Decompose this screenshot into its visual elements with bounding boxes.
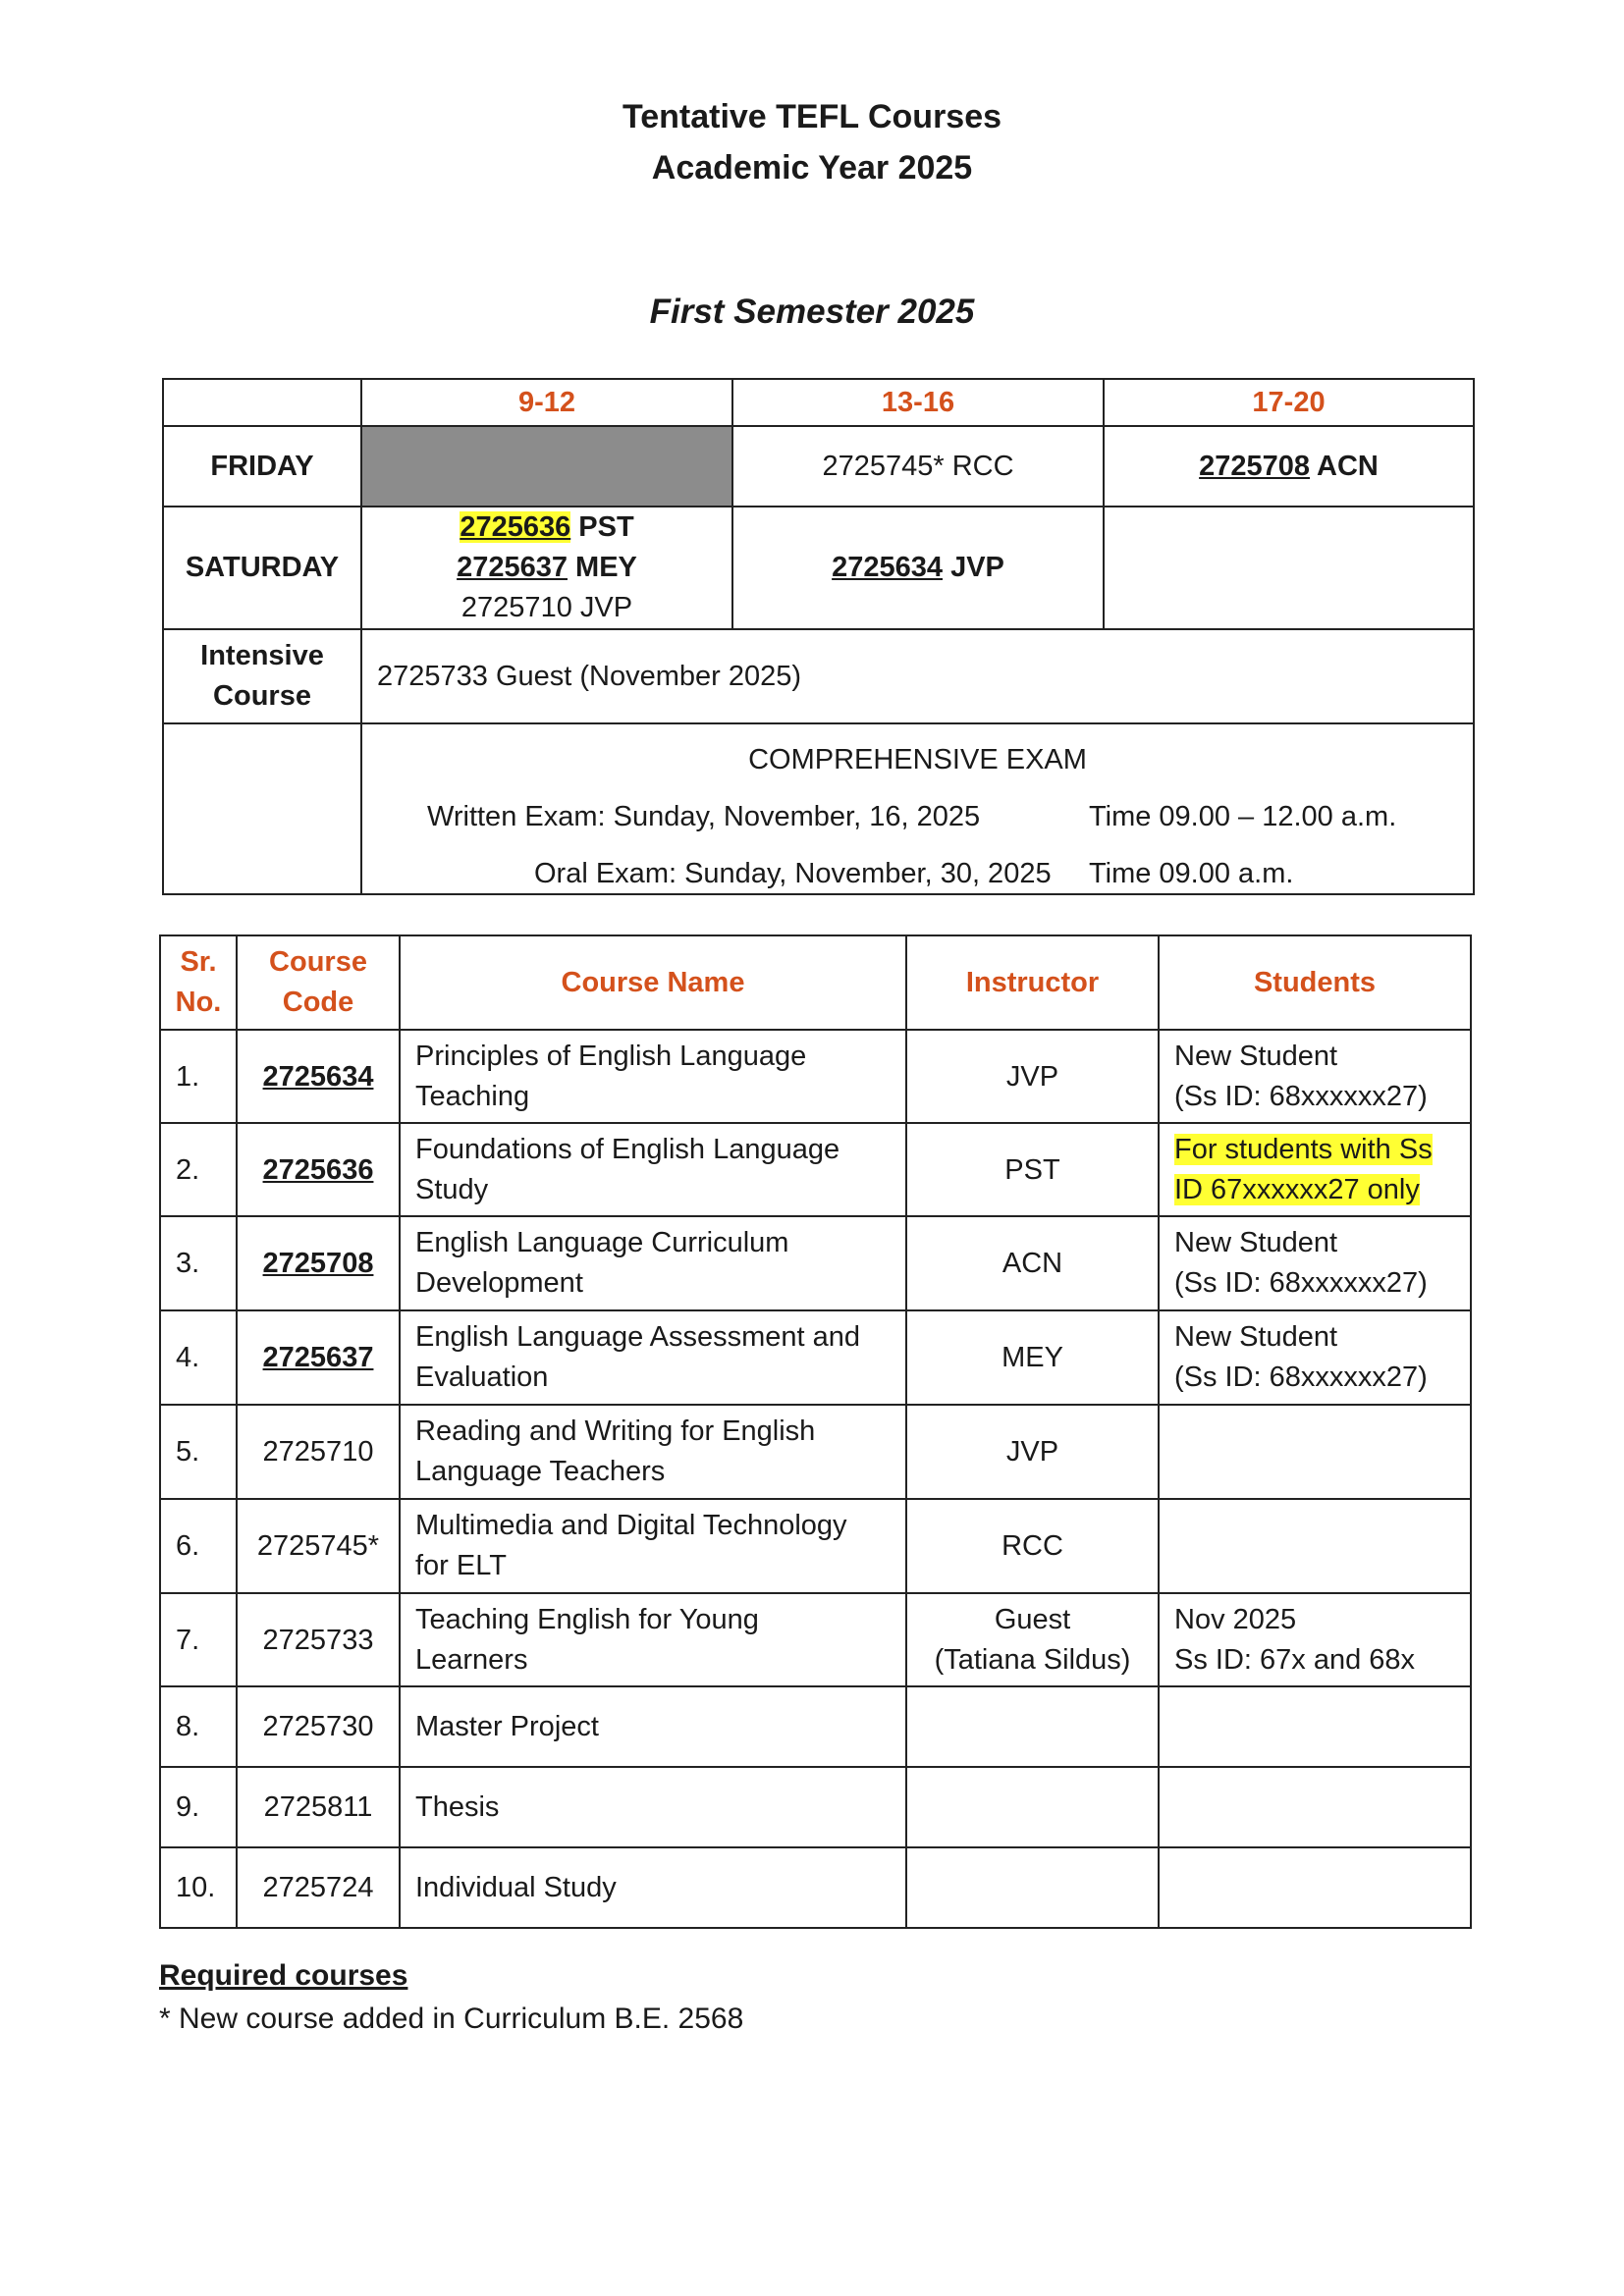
students-highlighted: For students with Ss ID 67xxxxxx27 only [1159,1123,1471,1216]
day-label-friday: FRIDAY [163,426,361,507]
saturday-slot1 [361,507,732,629]
course-code: 2725637 [262,1342,374,1373]
row-number: 10. [160,1847,237,1928]
semester-heading: First Semester 2025 [649,293,975,331]
course-code: 2725724 [237,1847,400,1928]
document-title: Tentative TEFL Courses [622,98,1002,135]
intensive-course-label: Intensive Course [163,629,361,723]
instructor: RCC [906,1499,1159,1593]
row-number: 9. [160,1767,237,1847]
friday-slot2: 2725745* RCC [732,426,1104,507]
header-course-name: Course Name [400,935,906,1030]
table-row [160,1216,1471,1310]
instructor-code: ACN [1310,450,1379,482]
course-code: 2725745* [237,1499,400,1593]
row-number: 8. [160,1686,237,1767]
instructor: PST [906,1123,1159,1216]
students-empty [1159,1767,1471,1847]
course-name: Thesis [400,1767,906,1847]
slot-header: 17-20 [1104,379,1474,426]
oral-exam-time: Time 09.00 a.m. [1089,858,1294,889]
course-name: Teaching English for Young Learners [400,1593,906,1686]
row-number: 2. [160,1123,237,1216]
course-code: 2725634 [262,1060,374,1093]
saturday-slot2 [732,507,1104,629]
required-courses-heading: Required courses [159,1959,408,1992]
empty-corner-cell [163,379,361,426]
course-code: 2725733 [237,1593,400,1686]
comprehensive-exam-block [361,723,1474,894]
slot-header: 9-12 [361,379,732,426]
table-row [160,1593,1471,1686]
students: New Student (Ss ID: 68xxxxxx27) [1159,1310,1471,1405]
course-name: Foundations of English Language Study [400,1123,906,1216]
table-row [160,1123,1471,1216]
course-entry: 2725710 JVP [460,592,633,623]
course-code: 2725708 [1199,450,1311,482]
blocked-slot [361,426,732,507]
instructor: JVP [906,1030,1159,1123]
instructor: JVP [906,1405,1159,1499]
table-row [160,1310,1471,1405]
empty-exam-label [163,723,361,894]
header-course-code: Course Code [237,935,400,1030]
slot-header: 13-16 [732,379,1104,426]
course-name: Principles of English Language Teaching [400,1030,906,1123]
instructor: Guest (Tatiana Sildus) [906,1593,1159,1686]
course-name: Master Project [400,1686,906,1767]
course-name: English Language Assessment and Evaluation [400,1310,906,1405]
row-number: 4. [160,1310,237,1405]
table-row [160,1686,1471,1767]
instructor-code: PST [570,511,634,543]
header-instructor: Instructor [906,935,1159,1030]
row-number: 7. [160,1593,237,1686]
course-code: 2725710 [237,1405,400,1499]
students-empty [1159,1499,1471,1593]
table-row [160,1499,1471,1593]
oral-exam-date: Oral Exam: Sunday, November, 30, 2025 [534,858,1052,889]
academic-year: Academic Year 2025 [651,149,973,187]
instructor-empty [906,1686,1159,1767]
row-number: 6. [160,1499,237,1593]
table-row [160,1767,1471,1847]
course-list-table [159,934,1472,1929]
instructor-empty [906,1847,1159,1928]
course-code: 2725637 [457,552,568,583]
intensive-course-entry: 2725733 Guest (November 2025) [361,629,1474,723]
header-sr-no: Sr. No. [160,935,237,1030]
schedule-table [162,378,1475,895]
table-row [160,1405,1471,1499]
course-name: Individual Study [400,1847,906,1928]
row-number: 5. [160,1405,237,1499]
course-code: 2725730 [237,1686,400,1767]
header-students: Students [1159,935,1471,1030]
students: New Student (Ss ID: 68xxxxxx27) [1159,1216,1471,1310]
friday-slot3 [1104,426,1474,507]
curriculum-note: * New course added in Curriculum B.E. 2568 [159,2002,744,2035]
course-code: 2725634 [832,552,944,583]
course-code: 2725811 [237,1767,400,1847]
row-number: 3. [160,1216,237,1310]
instructor-code: MEY [568,552,637,583]
course-name: Reading and Writing for English Language Teachers [400,1405,906,1499]
exam-title: COMPREHENSIVE EXAM [748,744,1087,775]
students: Nov 2025 Ss ID: 67x and 68x [1159,1593,1471,1686]
students: New Student (Ss ID: 68xxxxxx27) [1159,1030,1471,1123]
course-code: 2725636 [460,511,571,543]
day-label-saturday: SATURDAY [163,507,361,629]
course-name: Multimedia and Digital Technology for ELT [400,1499,906,1593]
instructor-code: JVP [943,552,1004,583]
students-empty [1159,1405,1471,1499]
course-name: English Language Curriculum Development [400,1216,906,1310]
instructor: MEY [906,1310,1159,1405]
course-code: 2725636 [262,1153,374,1186]
course-code: 2725708 [262,1248,374,1279]
instructor-empty [906,1767,1159,1847]
row-number: 1. [160,1030,237,1123]
instructor: ACN [906,1216,1159,1310]
table-row [160,1847,1471,1928]
students-empty [1159,1847,1471,1928]
table-row [160,1030,1471,1123]
written-exam-time: Time 09.00 – 12.00 a.m. [1089,801,1397,832]
empty-slot [1104,507,1474,629]
students-empty [1159,1686,1471,1767]
written-exam-date: Written Exam: Sunday, November, 16, 2025 [427,801,981,832]
